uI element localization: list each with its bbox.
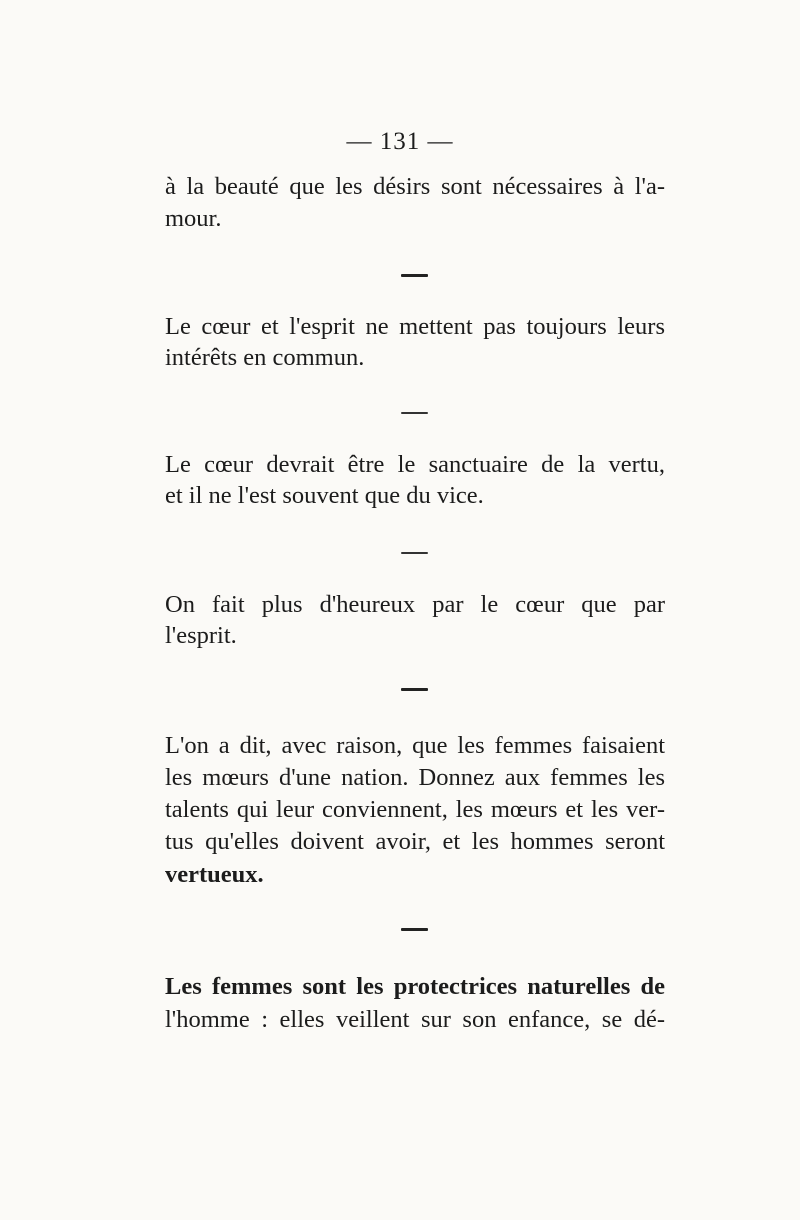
text-line: mour. [165, 205, 222, 232]
section-separator [401, 412, 428, 414]
text-line: vertueux. [165, 861, 264, 888]
text-line: Le cœur devrait être le sanctuaire de la vertu, [165, 451, 665, 478]
page-number: — 131 — [346, 128, 454, 155]
text-line: tus qu'elles doivent avoir, et les hommes seront [165, 828, 665, 855]
text-line: Les femmes sont les protectrices naturelles de [165, 973, 665, 1000]
text-line: les mœurs d'une nation. Donnez aux femmes les [165, 764, 665, 791]
section-separator [401, 274, 428, 277]
section-separator [401, 688, 428, 691]
text-line: à la beauté que les désirs sont nécessaires à l'a- [165, 173, 665, 200]
section-separator [401, 928, 428, 931]
text-line: Le cœur et l'esprit ne mettent pas toujours leurs [165, 313, 665, 340]
section-separator [401, 552, 428, 554]
text-line: intérêts en commun. [165, 344, 365, 371]
text-line: l'esprit. [165, 622, 237, 649]
text-line: l'homme : elles veillent sur son enfance, se dé- [165, 1006, 665, 1033]
text-line: talents qui leur conviennent, les mœurs et les ver- [165, 796, 665, 823]
text-line: On fait plus d'heureux par le cœur que par [165, 591, 665, 618]
text-line: L'on a dit, avec raison, que les femmes faisaient [165, 732, 665, 759]
text-line: et il ne l'est souvent que du vice. [165, 482, 484, 509]
